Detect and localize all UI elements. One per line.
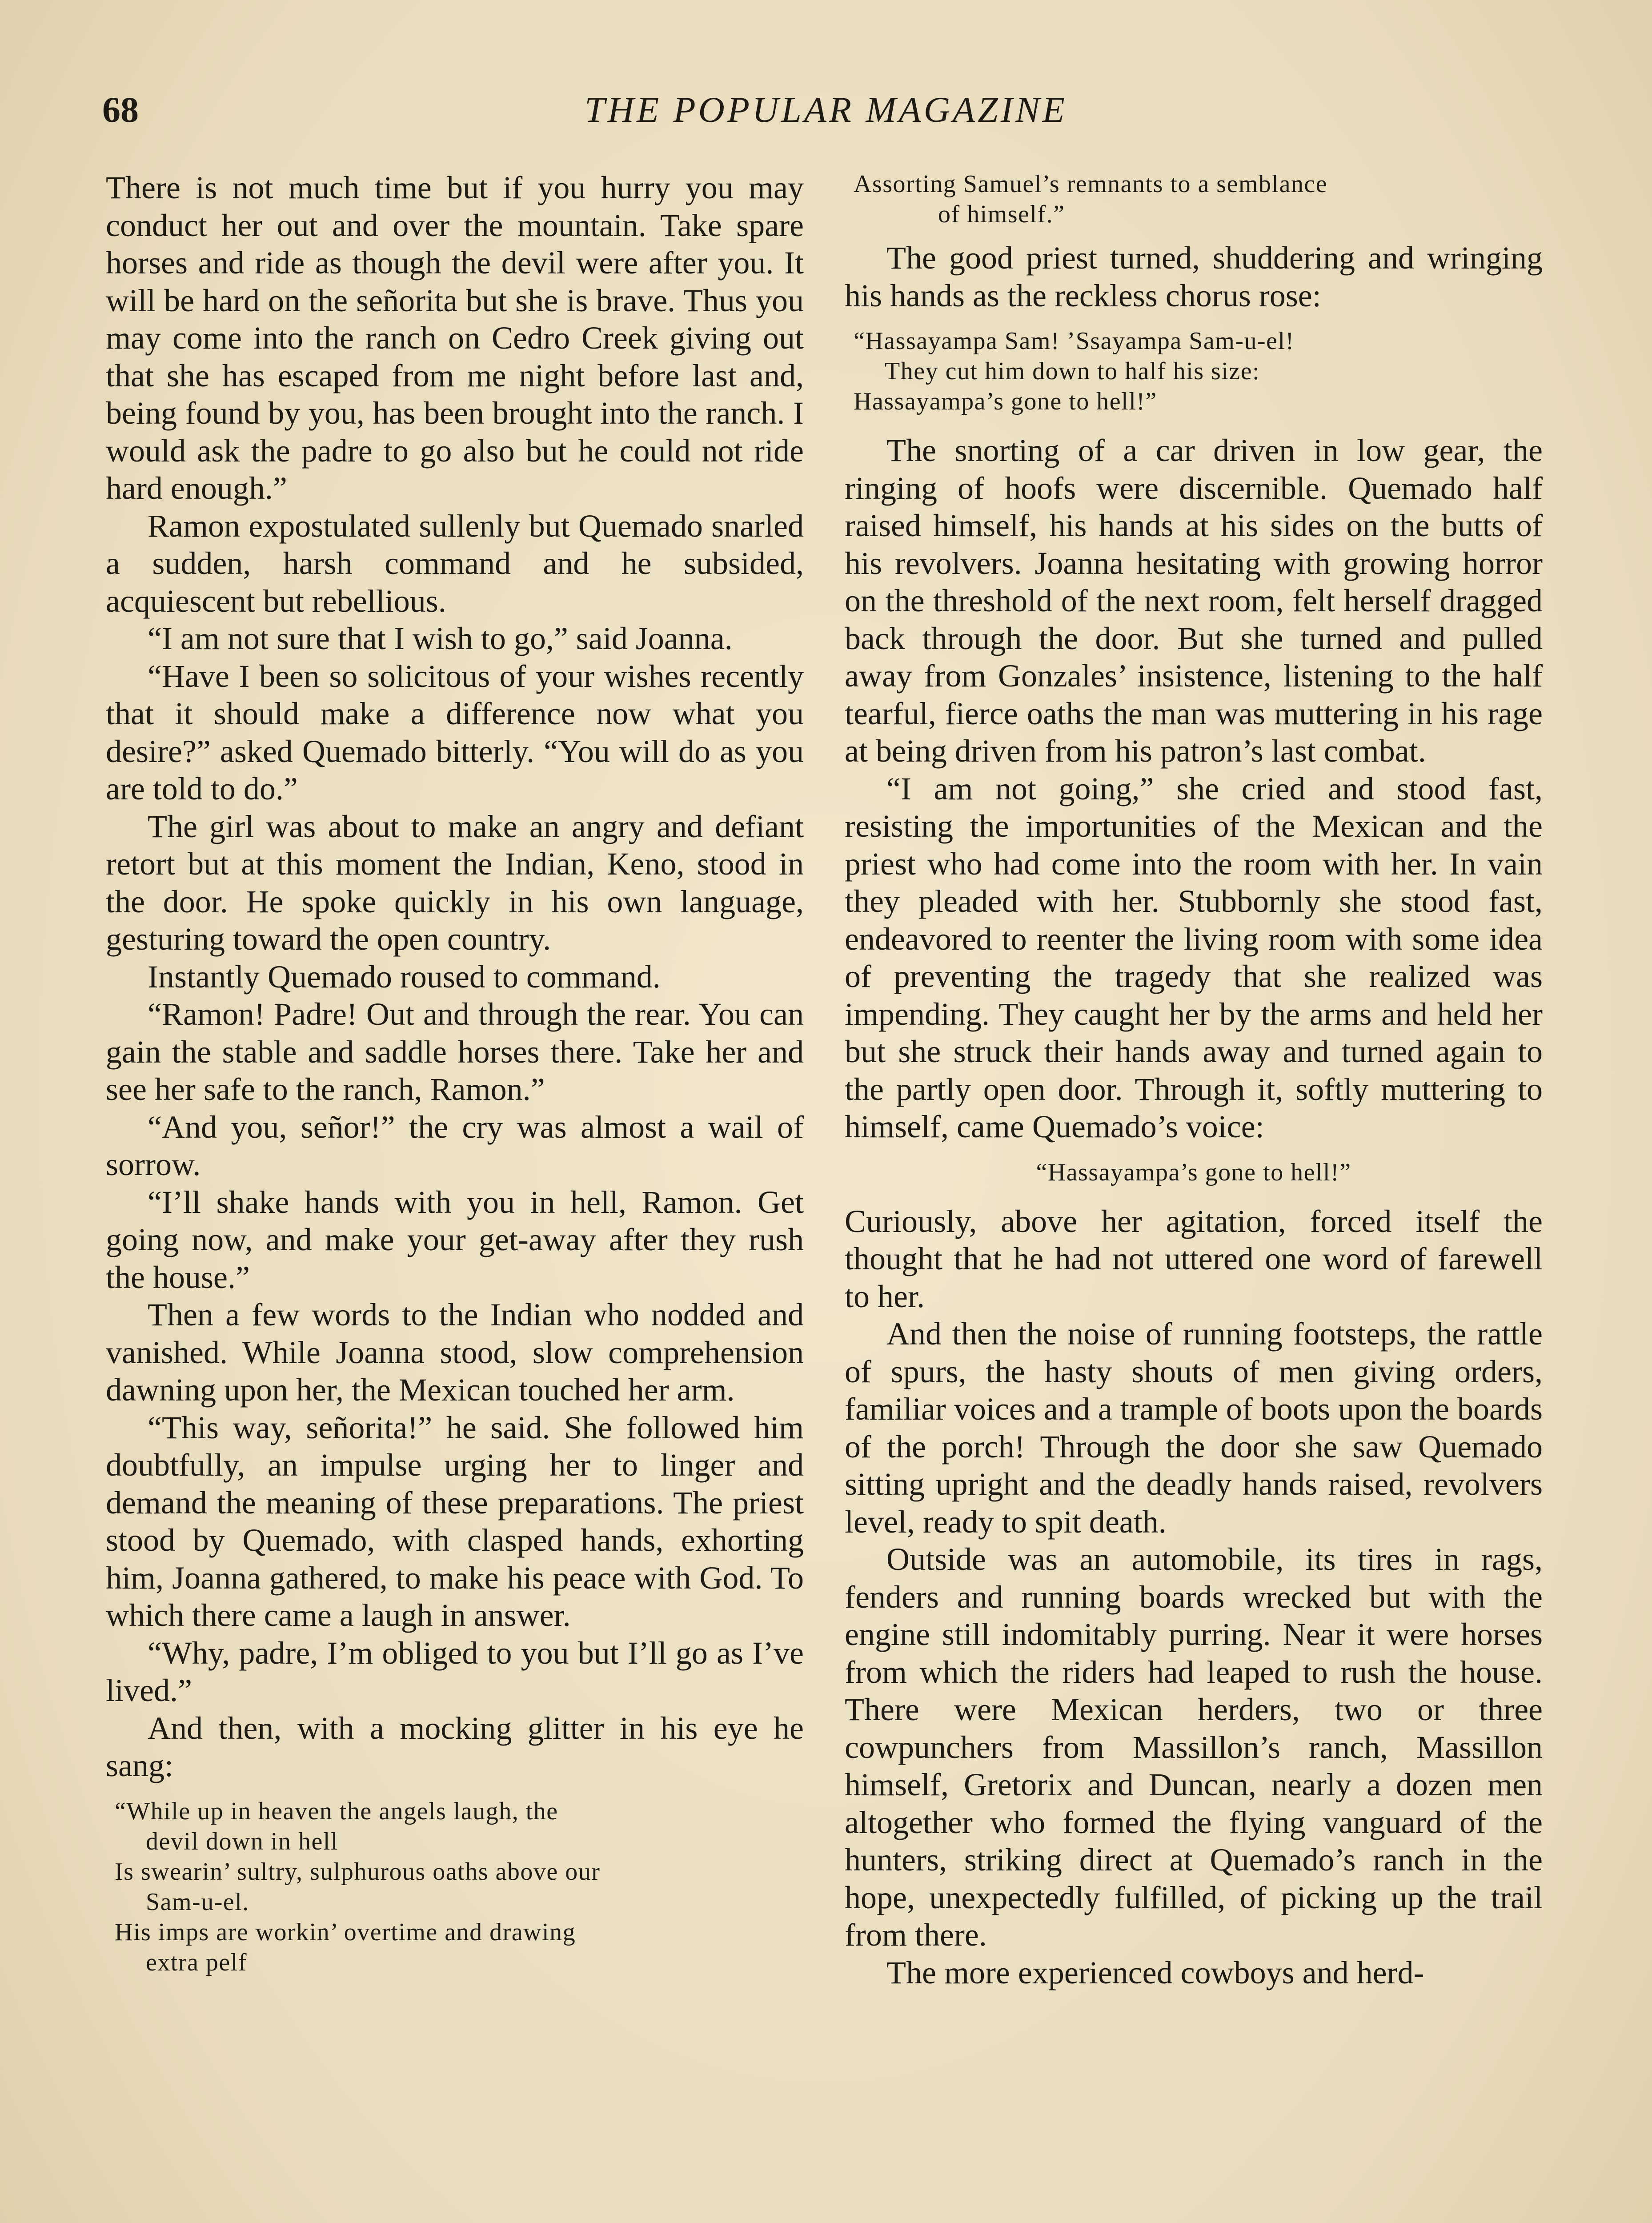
verse-line: “Hassayampa Sam! ’Ssayampa Sam-u-el! — [854, 327, 1295, 355]
right-column — [845, 169, 1543, 2223]
paragraph: There is not much time but if you hurry you may conduct her out and over the mountain. Take spare horses and ride as though the devil were after you. It will be hard on the señorita but she is brave. Thus you may come into the ranch on Cedro Creek giving out that she has escaped from me night before last and, being found by you, has been brought into the ranch. I would ask the padre to go also but he could not ride hard enough.” — [106, 170, 804, 506]
running-title: THE POPULAR MAGAZINE — [585, 89, 1067, 130]
verse-line: “Hassayampa’s gone to hell!” — [1036, 1158, 1351, 1186]
paragraph: “I am not sure that I wish to go,” said Joanna. — [148, 621, 733, 656]
sung-line — [845, 1157, 1543, 1188]
paragraph: And then, with a mocking glitter in his eye he sang: — [106, 1710, 804, 1783]
paragraph: Then a few words to the Indian who nodded and vanished. While Joanna stood, slow comprehension dawning upon her, the Mexican touched her arm. — [106, 1297, 804, 1408]
paragraph: The girl was about to make an angry and defiant retort but at this moment the Indian, Keno, stood in the door. He spoke quickly in his own language, gesturing toward the open country. — [106, 808, 804, 957]
paragraph: “This way, señorita!” he said. She followed him doubtfully, an impulse urging her to linger and demand the meaning of these preparations. The priest stood by Quemado, with clasped hands, exhorting him, Joanna gathered, to make his peace with God. To which there came a laugh in answer. — [106, 1409, 804, 1633]
paragraph: Curiously, above her agitation, forced itself the thought that he had not uttered one word of farewell to her. — [845, 1203, 1543, 1314]
song-verse-continued — [854, 169, 1543, 229]
chorus — [854, 326, 1543, 417]
paragraph: Instantly Quemado roused to command. — [148, 959, 661, 995]
paragraph: “And you, señor!” the cry was almost a wail of sorrow. — [106, 1109, 804, 1182]
paragraph: “Have I been so solicitous of your wishes recently that it should make a difference now what you desire?” asked Quemado bitterly. “You will do as you are told to do.” — [106, 658, 804, 807]
paragraph: The more experienced cowboys and herd- — [886, 1954, 1424, 1990]
verse-line: Sam-u-el. — [146, 1888, 249, 1916]
left-column — [106, 169, 804, 2223]
song-verse — [115, 1796, 804, 1978]
paragraph: The snorting of a car driven in low gear, the ringing of hoofs were discernible. Quemado half raised himself, his hands at his sides on the butts of his revolvers. Joanna hesitating with growing horror on the threshold of the next room, felt herself dragged back through the door. But she turned and pulled away from Gonzales’ insistence, listening to the half tearful, fierce oaths the man was muttering in his rage at being driven from his patron’s last combat. — [845, 433, 1543, 769]
paragraph: “I am not going,” she cried and stood fast, resisting the importunities of the Mexican and the priest who had come into the room with her. In vain they pleaded with her. Stubbornly she stood fast, endeavored to reenter the living room with some idea of preventing the tragedy that she realized was impending. They caught her by the arms and held her but she struck their hands away and turned again to the partly open door. Through it, softly muttering to himself, came Quemado’s voice: — [845, 770, 1543, 1144]
paragraph: “I’ll shake hands with you in hell, Ramon. Get going now, and make your get-away after they rush the house.” — [106, 1184, 804, 1295]
verse-line: extra pelf — [146, 1948, 247, 1976]
paragraph: The good priest turned, shuddering and wringing his hands as the reckless chorus rose: — [845, 240, 1543, 313]
verse-line: Hassayampa’s gone to hell!” — [854, 388, 1157, 415]
paragraph: “Ramon! Padre! Out and through the rear. You can gain the stable and saddle horses there. Take her and see her safe to the ranch, Ramon.” — [106, 996, 804, 1107]
paragraph: Outside was an automobile, its tires in rags, fenders and running boards wrecked but with the engine still indomitably purring. Near it were horses from which the riders had leaped to rush the house. There were Mexican herders, two or three cowpunchers from Massillon’s ranch, Massillon himself, Gretorix and Duncan, nearly a dozen men altogether who formed the flying vanguard of the hunters, striking direct at Quemado’s ranch in the hope, unexpectedly fulfilled, of picking up the trail from there. — [845, 1541, 1543, 1953]
verse-line: “While up in heaven the angels laugh, the — [115, 1797, 558, 1825]
verse-line: They cut him down to half his size: — [885, 357, 1260, 385]
verse-line: of himself.” — [938, 201, 1065, 228]
paragraph: “Why, padre, I’m obliged to you but I’ll go as I’ve lived.” — [106, 1635, 804, 1708]
paragraph: Ramon expostulated sullenly but Quemado snarled a sudden, harsh command and he subsided, acquiescent but rebellious. — [106, 508, 804, 619]
verse-line: Assorting Samuel’s remnants to a semblance — [854, 170, 1328, 198]
verse-line: devil down in hell — [146, 1827, 338, 1855]
verse-line: Is swearin’ sultry, sulphurous oaths above our — [115, 1858, 601, 1886]
page-number: 68 — [102, 89, 139, 130]
paragraph: And then the noise of running footsteps, the rattle of spurs, the hasty shouts of men giving orders, familiar voices and a trample of boots upon the boards of the porch! Through the door she saw Quemado sitting upright and the deadly hands raised, revolvers level, ready to spit death. — [845, 1316, 1543, 1540]
verse-line: His imps are workin’ overtime and drawing — [115, 1918, 576, 1946]
page-header — [102, 89, 1550, 138]
